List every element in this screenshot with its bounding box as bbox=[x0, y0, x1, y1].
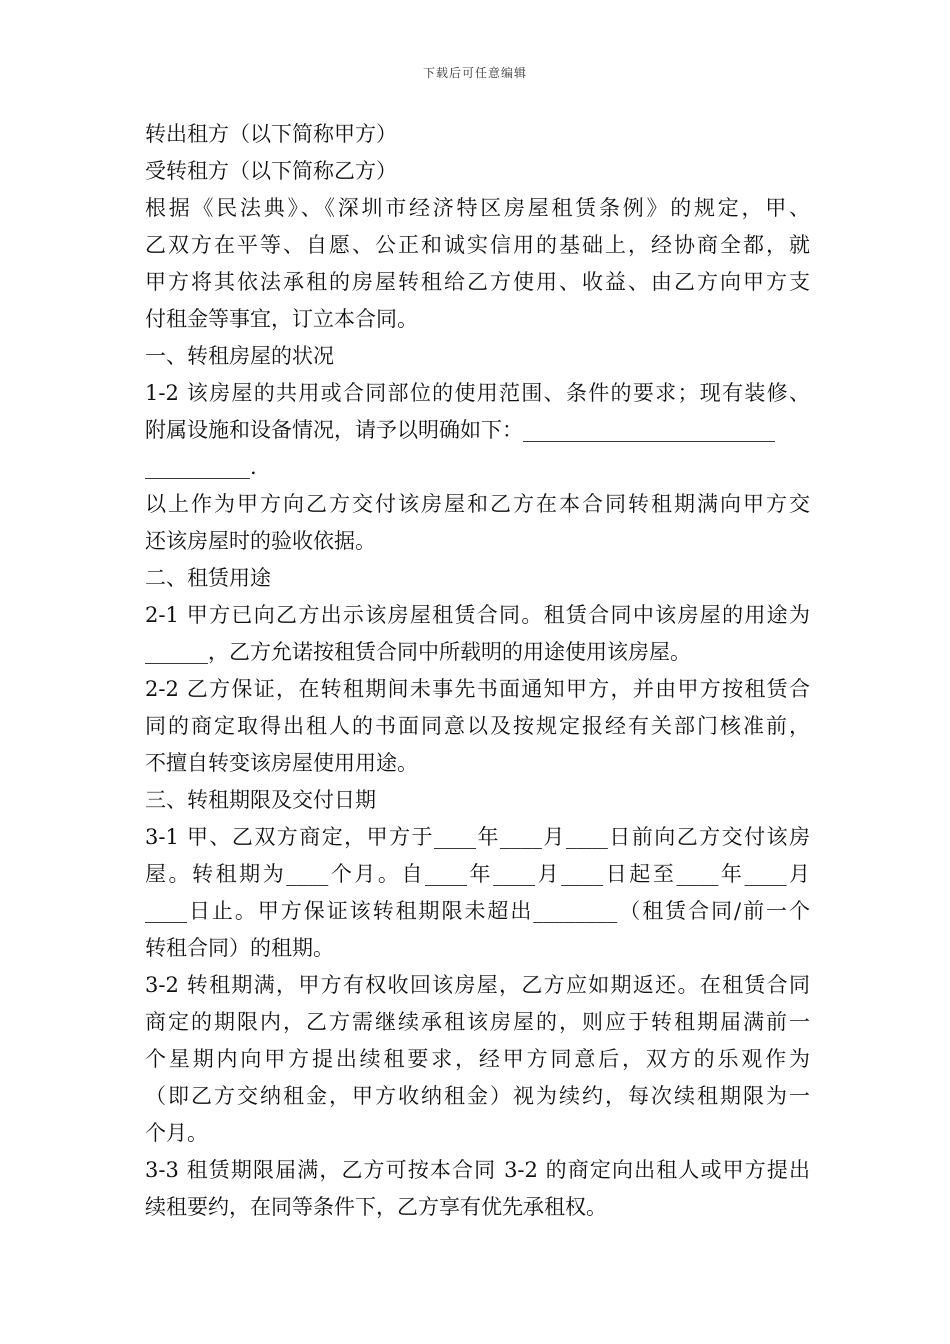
section-heading-1: 一、转租房屋的状况 bbox=[145, 344, 334, 368]
contract-body bbox=[145, 116, 810, 1226]
clause-line: 还该房屋时的验收依据。 bbox=[145, 529, 376, 553]
clause-line: 不擅自转变该房屋使用用途。 bbox=[145, 751, 418, 775]
clause-line: 同的商定取得出租人的书面同意以及按规定报经有关部门核准前， bbox=[145, 714, 810, 738]
clause-line: （即乙方交纳租金，甲方收纳租金）视为续约，每次续租期限为一 bbox=[145, 1084, 810, 1108]
clause-line: 3-1 甲、乙双方商定，甲方于____年____月____日前向乙方交付该房 bbox=[145, 825, 810, 849]
clause-line: 续租要约，在同等条件下，乙方享有优先承租权。 bbox=[145, 1195, 607, 1219]
clause-line: 个月。 bbox=[145, 1121, 208, 1145]
clause-line: 1-2 该房屋的共用或合同部位的使用范围、条件的要求；现有装修、 bbox=[145, 381, 810, 405]
party-b-line: 受转租方（以下简称乙方） bbox=[145, 159, 397, 183]
clause-line: 附属设施和设备情况，请予以明确如下：________________________ bbox=[145, 418, 775, 442]
clause-line: 个星期内向甲方提出续租要求，经甲方同意后，双方的乐观作为 bbox=[145, 1047, 810, 1071]
section-heading-3: 三、转租期限及交付日期 bbox=[145, 788, 376, 812]
clause-line: 屋。转租期为____个月。自____年____月____日起至____年____月 bbox=[145, 862, 810, 886]
clause-line: ______，乙方允诺按租赁合同中所载明的用途使用该房屋。 bbox=[145, 640, 691, 664]
party-a-line: 转出租方（以下简称甲方） bbox=[145, 122, 397, 146]
clause-line: __________. bbox=[145, 455, 257, 479]
clause-line: 2-2 乙方保证，在转租期间未事先书面通知甲方，并由甲方按租赁合 bbox=[145, 677, 810, 701]
clause-line: 以上作为甲方向乙方交付该房屋和乙方在本合同转租期满向甲方交 bbox=[145, 492, 810, 516]
clause-line: ____日止。甲方保证该转租期限未超出________（租赁合同/前一个 bbox=[145, 899, 810, 923]
clause-line: 3-3 租赁期限届满，乙方可按本合同 3-2 的商定向出租人或甲方提出 bbox=[145, 1158, 810, 1182]
preamble-line: 根据《民法典》、《深圳市经济特区房屋租赁条例》的规定，甲、 bbox=[145, 196, 810, 220]
clause-line: 3-2 转租期满，甲方有权收回该房屋，乙方应如期返还。在租赁合同 bbox=[145, 973, 810, 997]
page-header: 下载后可任意编辑 bbox=[422, 66, 527, 80]
preamble-line: 甲方将其依法承租的房屋转租给乙方使用、收益、由乙方向甲方支 bbox=[145, 270, 810, 294]
clause-line: 商定的期限内，乙方需继续承租该房屋的，则应于转租期届满前一 bbox=[145, 1010, 810, 1034]
clause-line: 2-1 甲方已向乙方出示该房屋租赁合同。租赁合同中该房屋的用途为 bbox=[145, 603, 810, 627]
preamble-line: 乙双方在平等、自愿、公正和诚实信用的基础上，经协商全都，就 bbox=[145, 233, 810, 257]
section-heading-2: 二、租赁用途 bbox=[145, 566, 271, 590]
preamble-line: 付租金等事宜，订立本合同。 bbox=[145, 307, 418, 331]
clause-line: 转租合同）的租期。 bbox=[145, 936, 334, 960]
